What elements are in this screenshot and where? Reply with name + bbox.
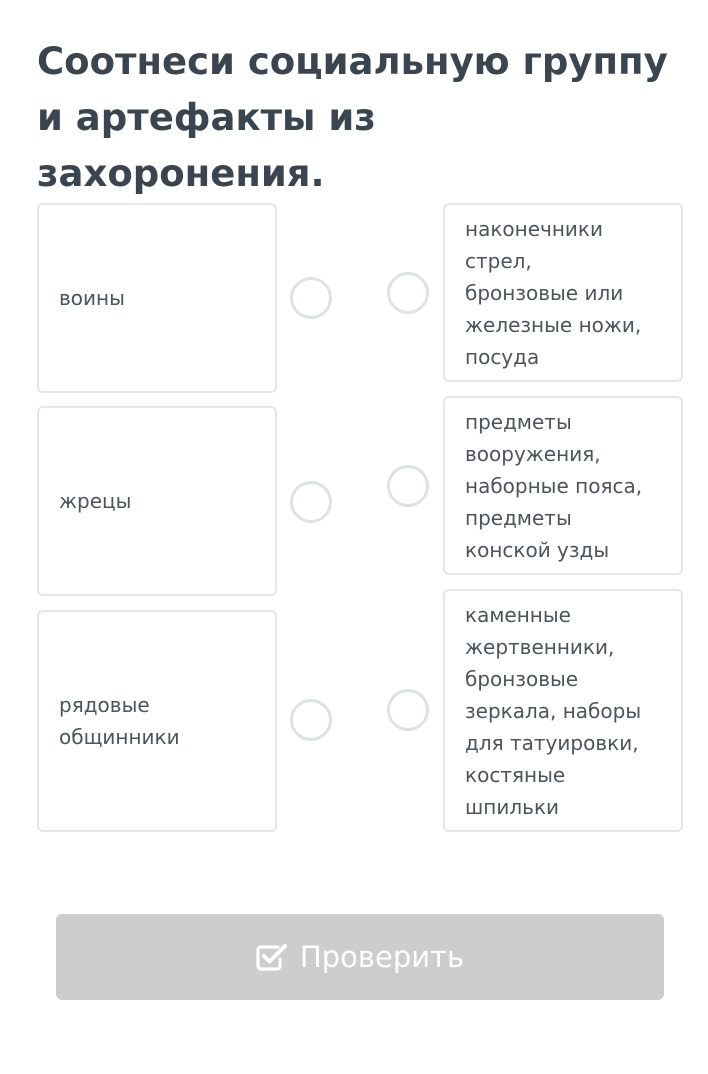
checkbox-check-icon — [256, 942, 288, 972]
task-title: Соотнеси социальную группу и артефакты из захоронения. — [37, 40, 668, 195]
left-item-warriors[interactable]: воины — [37, 203, 277, 393]
check-button[interactable] — [56, 914, 664, 1000]
right-item-weapons-belts[interactable]: предметы вооружения, наборные пояса, предметы конской узды — [443, 396, 683, 575]
left-connector-radio-1[interactable] — [290, 277, 332, 319]
right-connector-radio-1[interactable] — [387, 272, 429, 314]
right-item-arrowheads-knives[interactable]: наконечники стрел, бронзовые или железные ножи, посуда — [443, 203, 683, 382]
right-connector-radio-2[interactable] — [387, 465, 429, 507]
left-connector-radio-3[interactable] — [290, 699, 332, 741]
left-item-priests[interactable]: жрецы — [37, 406, 277, 596]
right-connector-radio-3[interactable] — [387, 689, 429, 731]
left-connector-radio-2[interactable] — [290, 481, 332, 523]
check-button-label: Проверить — [299, 940, 465, 974]
left-item-commoners[interactable]: рядовые общинники — [37, 610, 277, 832]
right-item-altars-mirrors[interactable]: каменные жертвенники, бронзовые зеркала, наборы для татуировки, костяные шпильки — [443, 589, 683, 832]
